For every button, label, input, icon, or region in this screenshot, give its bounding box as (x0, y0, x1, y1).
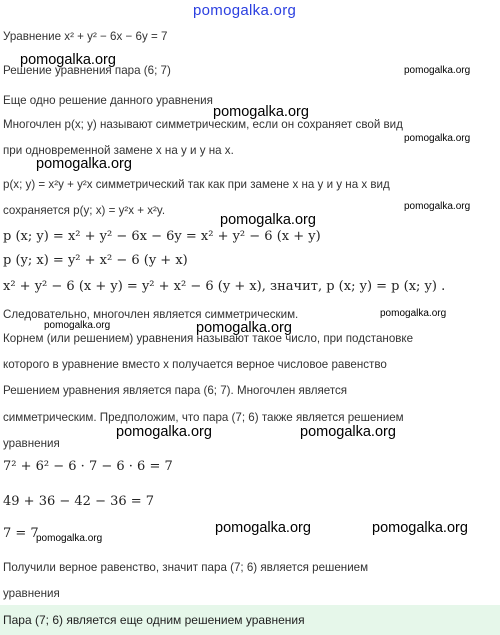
equation-line: Уравнение x² + y² − 6x − 6y = 7 (3, 30, 168, 43)
watermark: pomogalka.org (213, 104, 309, 120)
reasoning-line-2: симметрическим. Предположим, что пара (7; 6) также является решением (3, 411, 404, 424)
check-line-3: 7 = 7 (3, 526, 39, 541)
check-line-1: 7² + 6² − 6 · 7 − 6 · 6 = 7 (3, 459, 173, 474)
watermark: pomogalka.org (372, 520, 468, 536)
watermark: pomogalka.org (36, 533, 103, 544)
watermark: pomogalka.org (215, 520, 311, 536)
final-answer-line: Пара (7; 6) является еще одним решением уравнения (3, 613, 305, 627)
watermark: pomogalka.org (220, 212, 316, 228)
watermark: pomogalka.org (404, 133, 471, 144)
result-line-1: Получили верное равенство, значит пара (7; 6) является решением (3, 561, 369, 574)
watermark: pomogalka.org (36, 156, 132, 172)
watermark: pomogalka.org (300, 424, 396, 440)
poly-line-2: p (y; x) = y² + x² − 6 (y + x) (3, 253, 188, 268)
watermark: pomogalka.org (404, 65, 471, 76)
watermark: pomogalka.org (404, 201, 471, 212)
root-definition-line-2: которого в уравнение вместо x получается верное числовое равенство (3, 358, 387, 371)
solution-line: Решение уравнения пара (6; 7) (3, 64, 171, 77)
poly-line-1: p (x; y) = x² + y² − 6x − 6y = x² + y² − 6 (x + y) (3, 229, 321, 244)
poly-line-3: x² + y² − 6 (x + y) = y² + x² − 6 (y + x), значит, p (x; y) = p (x; y) . (3, 279, 446, 294)
definition-line-1: Многочлен p(x; y) называют симметрическим, если он сохраняет свой вид (3, 118, 403, 131)
example-line-2: сохраняется p(y; x) = y²x + x²y. (3, 204, 166, 217)
task-line: Еще одно решение данного уравнения (3, 94, 213, 107)
watermark: pomogalka.org (20, 52, 116, 68)
check-line-2: 49 + 36 − 42 − 36 = 7 (3, 494, 155, 509)
reasoning-line-3: уравнения (3, 437, 60, 450)
root-definition-line-1: Корнем (или решением) уравнения называют такое число, при подстановке (3, 332, 414, 345)
watermark: pomogalka.org (196, 320, 292, 336)
definition-line-2: при одновременной замене x на y и y на x. (3, 144, 234, 157)
example-line-1: p(x; y) = x²y + y²x симметрический так как при замене x на y и y на x вид (3, 178, 390, 191)
watermark: pomogalka.org (380, 308, 447, 319)
conclusion-line: Следовательно, многочлен является симметрическим. (3, 308, 299, 321)
site-watermark-top: pomogalka.org (193, 2, 297, 19)
reasoning-line-1: Решением уравнения является пара (6; 7). Многочлен является (3, 384, 348, 397)
watermark: pomogalka.org (116, 424, 212, 440)
watermark: pomogalka.org (44, 320, 111, 331)
result-line-2: уравнения (3, 587, 60, 600)
